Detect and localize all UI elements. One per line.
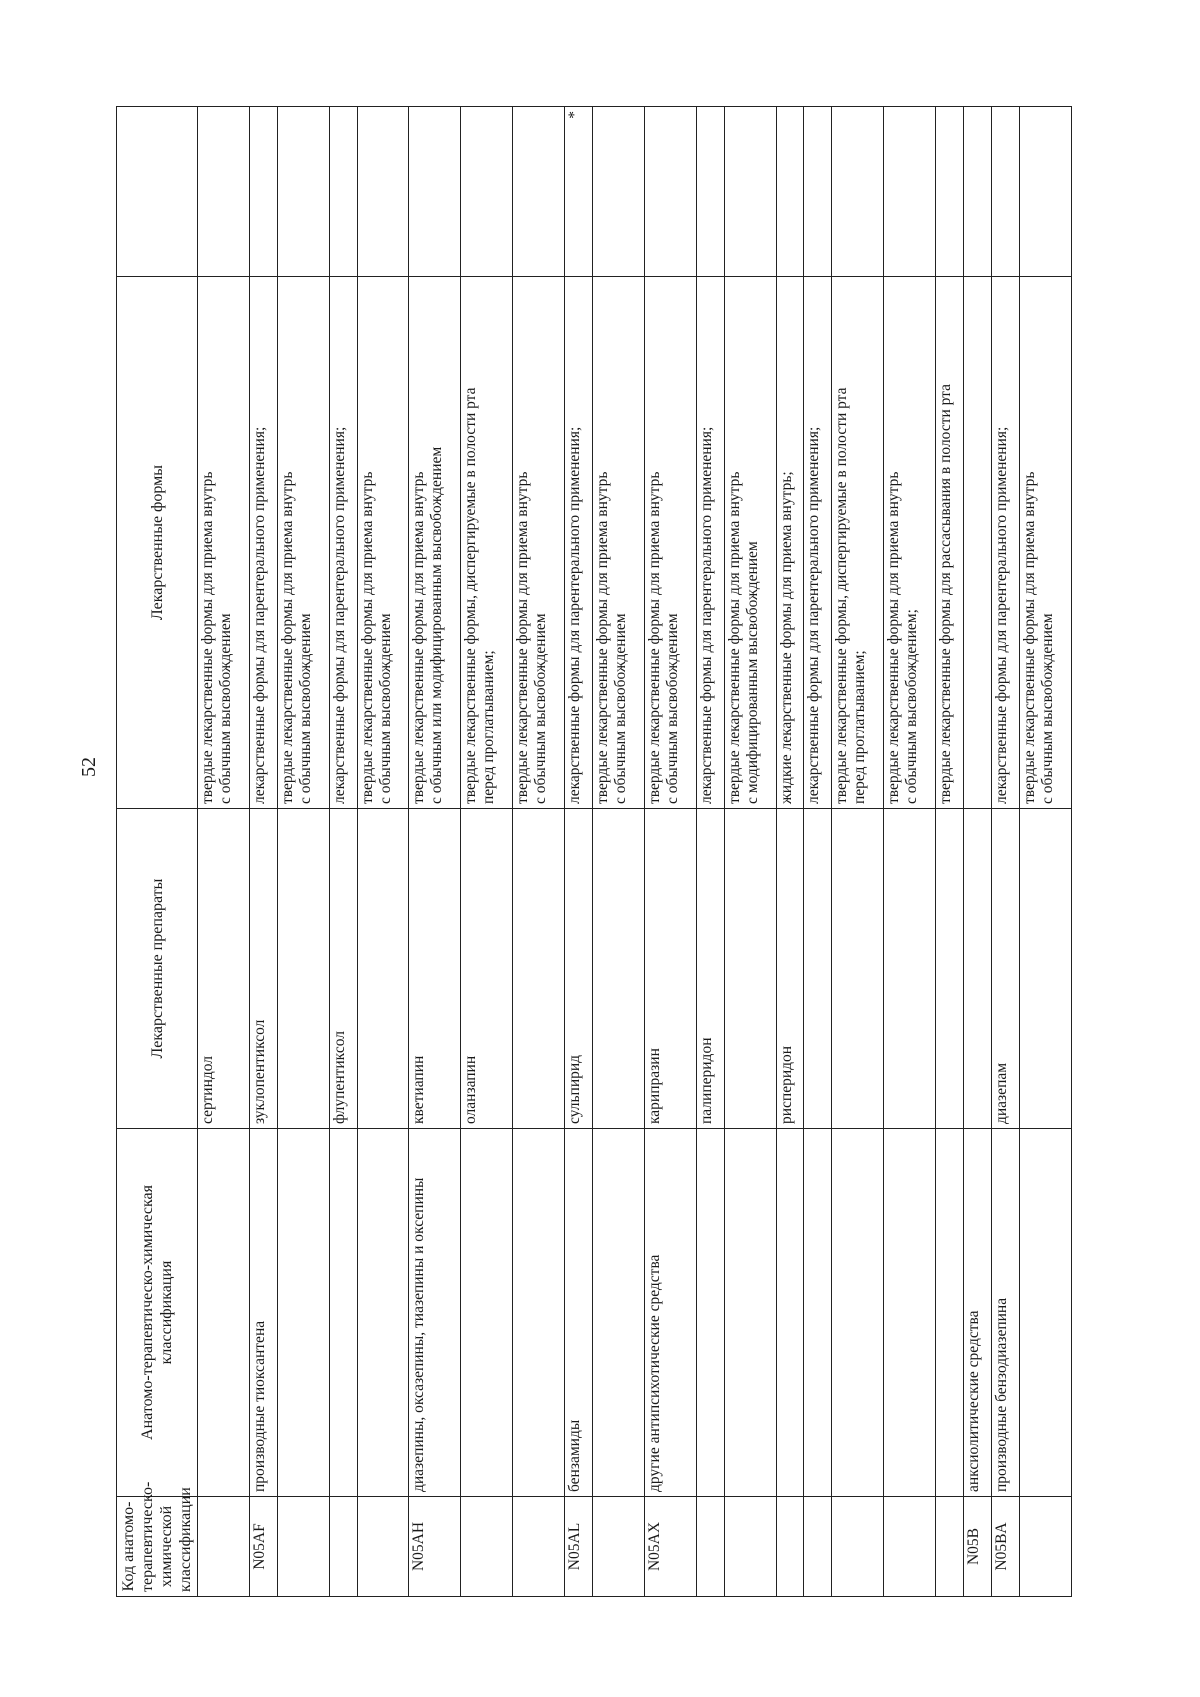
atc-code-cell: N05AH [409, 1497, 461, 1597]
dosage-form-line: с обычным высвобождением [1038, 613, 1056, 804]
classification-cell [198, 1129, 250, 1497]
note-cell [198, 107, 250, 277]
note-cell [329, 107, 357, 277]
table-row [992, 107, 1020, 1597]
dosage-form-line: твердые лекарственные формы для приема внутрь [199, 471, 216, 804]
note-cell [249, 107, 277, 277]
atc-code-cell [1019, 1497, 1071, 1597]
table-header-row [117, 107, 198, 1597]
drug-name-cell: сульпирид [565, 809, 593, 1129]
dosage-form-line: с обычным или модифицированным высвобождением [428, 446, 446, 804]
table-row [644, 107, 696, 1597]
classification-cell [832, 1129, 884, 1497]
note-cell [593, 107, 645, 277]
note-cell [832, 107, 884, 277]
drug-name-cell [724, 809, 776, 1129]
dosage-forms-cell [776, 277, 804, 809]
table-body [198, 107, 1072, 1597]
note-cell [461, 107, 513, 277]
atc-drug-table [116, 106, 1072, 1597]
table-row [593, 107, 645, 1597]
classification-cell [277, 1129, 329, 1497]
drug-name-cell: рисперидон [776, 809, 804, 1129]
dosage-forms-cell [724, 277, 776, 809]
note-cell [724, 107, 776, 277]
dosage-form-line: твердые лекарственные формы, диспергируемые в полости рта [833, 387, 851, 804]
dosage-form-line: твердые лекарственные формы, диспергируемые в полости рта [462, 387, 480, 804]
drug-name-cell [804, 809, 832, 1129]
classification-cell [804, 1129, 832, 1497]
drug-name-cell: зуклопентиксол [249, 809, 277, 1129]
drug-name-cell [513, 809, 565, 1129]
dosage-form-line: твердые лекарственные формы для приема внутрь [410, 471, 428, 804]
dosage-forms-cell [804, 277, 832, 809]
classification-cell [696, 1129, 724, 1497]
dosage-forms-cell [513, 277, 565, 809]
classification-cell: производные тиоксантена [249, 1129, 277, 1497]
note-cell [964, 107, 992, 277]
drug-name-cell: палиперидон [696, 809, 724, 1129]
note-cell [992, 107, 1020, 277]
note-cell [513, 107, 565, 277]
note-cell [804, 107, 832, 277]
table-row [1019, 107, 1071, 1597]
dosage-form-line: лекарственные формы для парентерального применения; [250, 426, 268, 804]
atc-code-cell [832, 1497, 884, 1597]
dosage-forms-cell [357, 277, 409, 809]
page-number: 52 [78, 757, 100, 777]
note-cell [936, 107, 964, 277]
header-drugs: Лекарственные препараты [117, 809, 198, 1129]
dosage-form-line: перед проглатыванием; [851, 650, 869, 804]
drug-name-cell [936, 809, 964, 1129]
dosage-forms-cell [329, 277, 357, 809]
atc-code-cell [776, 1497, 804, 1597]
atc-code-cell [277, 1497, 329, 1597]
classification-cell [357, 1129, 409, 1497]
dosage-form-line: с обычным высвобождением [217, 613, 234, 804]
dosage-forms-cell [936, 277, 964, 809]
note-cell [277, 107, 329, 277]
drug-name-cell: диазепам [992, 809, 1020, 1129]
dosage-form-line: с обычным высвобождением [532, 613, 550, 804]
note-cell [776, 107, 804, 277]
note-cell [409, 107, 461, 277]
table-row [565, 107, 593, 1597]
atc-code-cell [696, 1497, 724, 1597]
drug-name-cell [593, 809, 645, 1129]
dosage-forms-cell [644, 277, 696, 809]
table-row [277, 107, 329, 1597]
header-forms: Лекарственные формы [117, 277, 198, 809]
dosage-forms-cell [565, 277, 593, 809]
atc-code-cell [936, 1497, 964, 1597]
dosage-forms-cell [593, 277, 645, 809]
header-code: Код анатомо-терапевтическо-химической классификации [117, 1497, 198, 1597]
dosage-form-line: твердые лекарственные формы для приема внутрь [278, 471, 296, 804]
dosage-form-line: лекарственные формы для парентерального применения; [566, 426, 584, 804]
dosage-form-line: твердые лекарственные формы для приема внутрь [1020, 471, 1038, 804]
note-cell [357, 107, 409, 277]
atc-code-cell: N05B [964, 1497, 992, 1597]
table-row [513, 107, 565, 1597]
dosage-form-line: твердые лекарственные формы для приема внутрь [885, 471, 903, 804]
atc-code-cell [593, 1497, 645, 1597]
drug-name-cell: сертиндол [198, 809, 250, 1129]
dosage-form-line: лекарственные формы для парентерального применения; [993, 426, 1010, 804]
dosage-form-line: с модифицированным высвобождением [743, 541, 761, 804]
classification-cell [936, 1129, 964, 1497]
drug-name-cell: кветиапин [409, 809, 461, 1129]
dosage-form-line: перед проглатыванием; [480, 650, 498, 804]
table-row [776, 107, 804, 1597]
table-row [409, 107, 461, 1597]
classification-cell: другие антипсихотические средства [644, 1129, 696, 1497]
classification-cell [724, 1129, 776, 1497]
dosage-forms-cell [964, 277, 992, 809]
atc-code-cell [724, 1497, 776, 1597]
dosage-form-line: твердые лекарственные формы для приема внутрь [594, 471, 612, 804]
classification-cell [329, 1129, 357, 1497]
table-row [832, 107, 884, 1597]
drug-name-cell: флупентиксол [329, 809, 357, 1129]
classification-cell [461, 1129, 513, 1497]
dosage-form-line: лекарственные формы для парентерального применения; [805, 426, 823, 804]
table-row [198, 107, 250, 1597]
header-classification: Анатомо-терапевтическо-химическая классификация [117, 1129, 198, 1497]
classification-cell: диазепины, оксазепины, тиазепины и оксепины [409, 1129, 461, 1497]
note-cell: * [565, 107, 593, 277]
atc-code-cell [461, 1497, 513, 1597]
note-cell [696, 107, 724, 277]
dosage-forms-cell [696, 277, 724, 809]
drug-name-cell [1019, 809, 1071, 1129]
dosage-forms-cell [461, 277, 513, 809]
dosage-form-line: с обычным высвобождением [612, 613, 630, 804]
note-cell [884, 107, 936, 277]
dosage-forms-cell [1019, 277, 1071, 809]
classification-cell: производные бензодиазепина [992, 1129, 1020, 1497]
dosage-form-line: с обычным высвобождением; [903, 609, 921, 804]
dosage-forms-cell [198, 277, 250, 809]
dosage-forms-cell [992, 277, 1020, 809]
drug-name-cell: карипразин [644, 809, 696, 1129]
atc-code-cell [329, 1497, 357, 1597]
drug-name-cell [964, 809, 992, 1129]
atc-code-cell [884, 1497, 936, 1597]
dosage-forms-cell [409, 277, 461, 809]
note-cell [1019, 107, 1071, 277]
dosage-form-line: с обычным высвобождением [376, 613, 394, 804]
atc-code-cell: N05AF [249, 1497, 277, 1597]
table-row [884, 107, 936, 1597]
drug-name-cell [357, 809, 409, 1129]
dosage-forms-cell [249, 277, 277, 809]
classification-cell [1019, 1129, 1071, 1497]
dosage-form-line: твердые лекарственные формы для приема внутрь [358, 471, 376, 804]
table-row [357, 107, 409, 1597]
atc-code-cell [357, 1497, 409, 1597]
drug-name-cell [832, 809, 884, 1129]
classification-cell: бензамиды [565, 1129, 593, 1497]
table-row [804, 107, 832, 1597]
drug-name-cell [277, 809, 329, 1129]
header-note [117, 107, 198, 277]
atc-code-cell: N05AX [644, 1497, 696, 1597]
dosage-form-line: твердые лекарственные формы для приема внутрь [645, 471, 663, 804]
dosage-form-line: лекарственные формы для парентерального применения; [697, 426, 715, 804]
dosage-form-line: с обычным высвобождением [663, 613, 681, 804]
dosage-forms-cell [884, 277, 936, 809]
classification-cell [884, 1129, 936, 1497]
table-row [461, 107, 513, 1597]
dosage-form-line: твердые лекарственные формы для рассасывания в полости рта [937, 383, 955, 804]
dosage-form-line: твердые лекарственные формы для приема внутрь [514, 471, 532, 804]
dosage-form-line: жидкие лекарственные формы для приема внутрь; [777, 471, 795, 804]
table-row [249, 107, 277, 1597]
drug-name-cell [884, 809, 936, 1129]
table-row [724, 107, 776, 1597]
note-cell [644, 107, 696, 277]
table-row [329, 107, 357, 1597]
dosage-form-line: твердые лекарственные формы для приема внутрь [725, 471, 743, 804]
dosage-form-line: с обычным высвобождением [296, 613, 314, 804]
atc-code-cell [804, 1497, 832, 1597]
classification-cell [776, 1129, 804, 1497]
table-row [964, 107, 992, 1597]
classification-cell [593, 1129, 645, 1497]
dosage-forms-cell [832, 277, 884, 809]
drug-name-cell: оланзапин [461, 809, 513, 1129]
table-row [696, 107, 724, 1597]
classification-cell [513, 1129, 565, 1497]
dosage-forms-cell [277, 277, 329, 809]
atc-code-cell: N05BA [992, 1497, 1020, 1597]
classification-cell: анксиолитические средства [964, 1129, 992, 1497]
atc-code-cell [198, 1497, 250, 1597]
atc-code-cell [513, 1497, 565, 1597]
atc-code-cell: N05AL [565, 1497, 593, 1597]
table-row [936, 107, 964, 1597]
dosage-form-line: лекарственные формы для парентерального применения; [330, 426, 348, 804]
